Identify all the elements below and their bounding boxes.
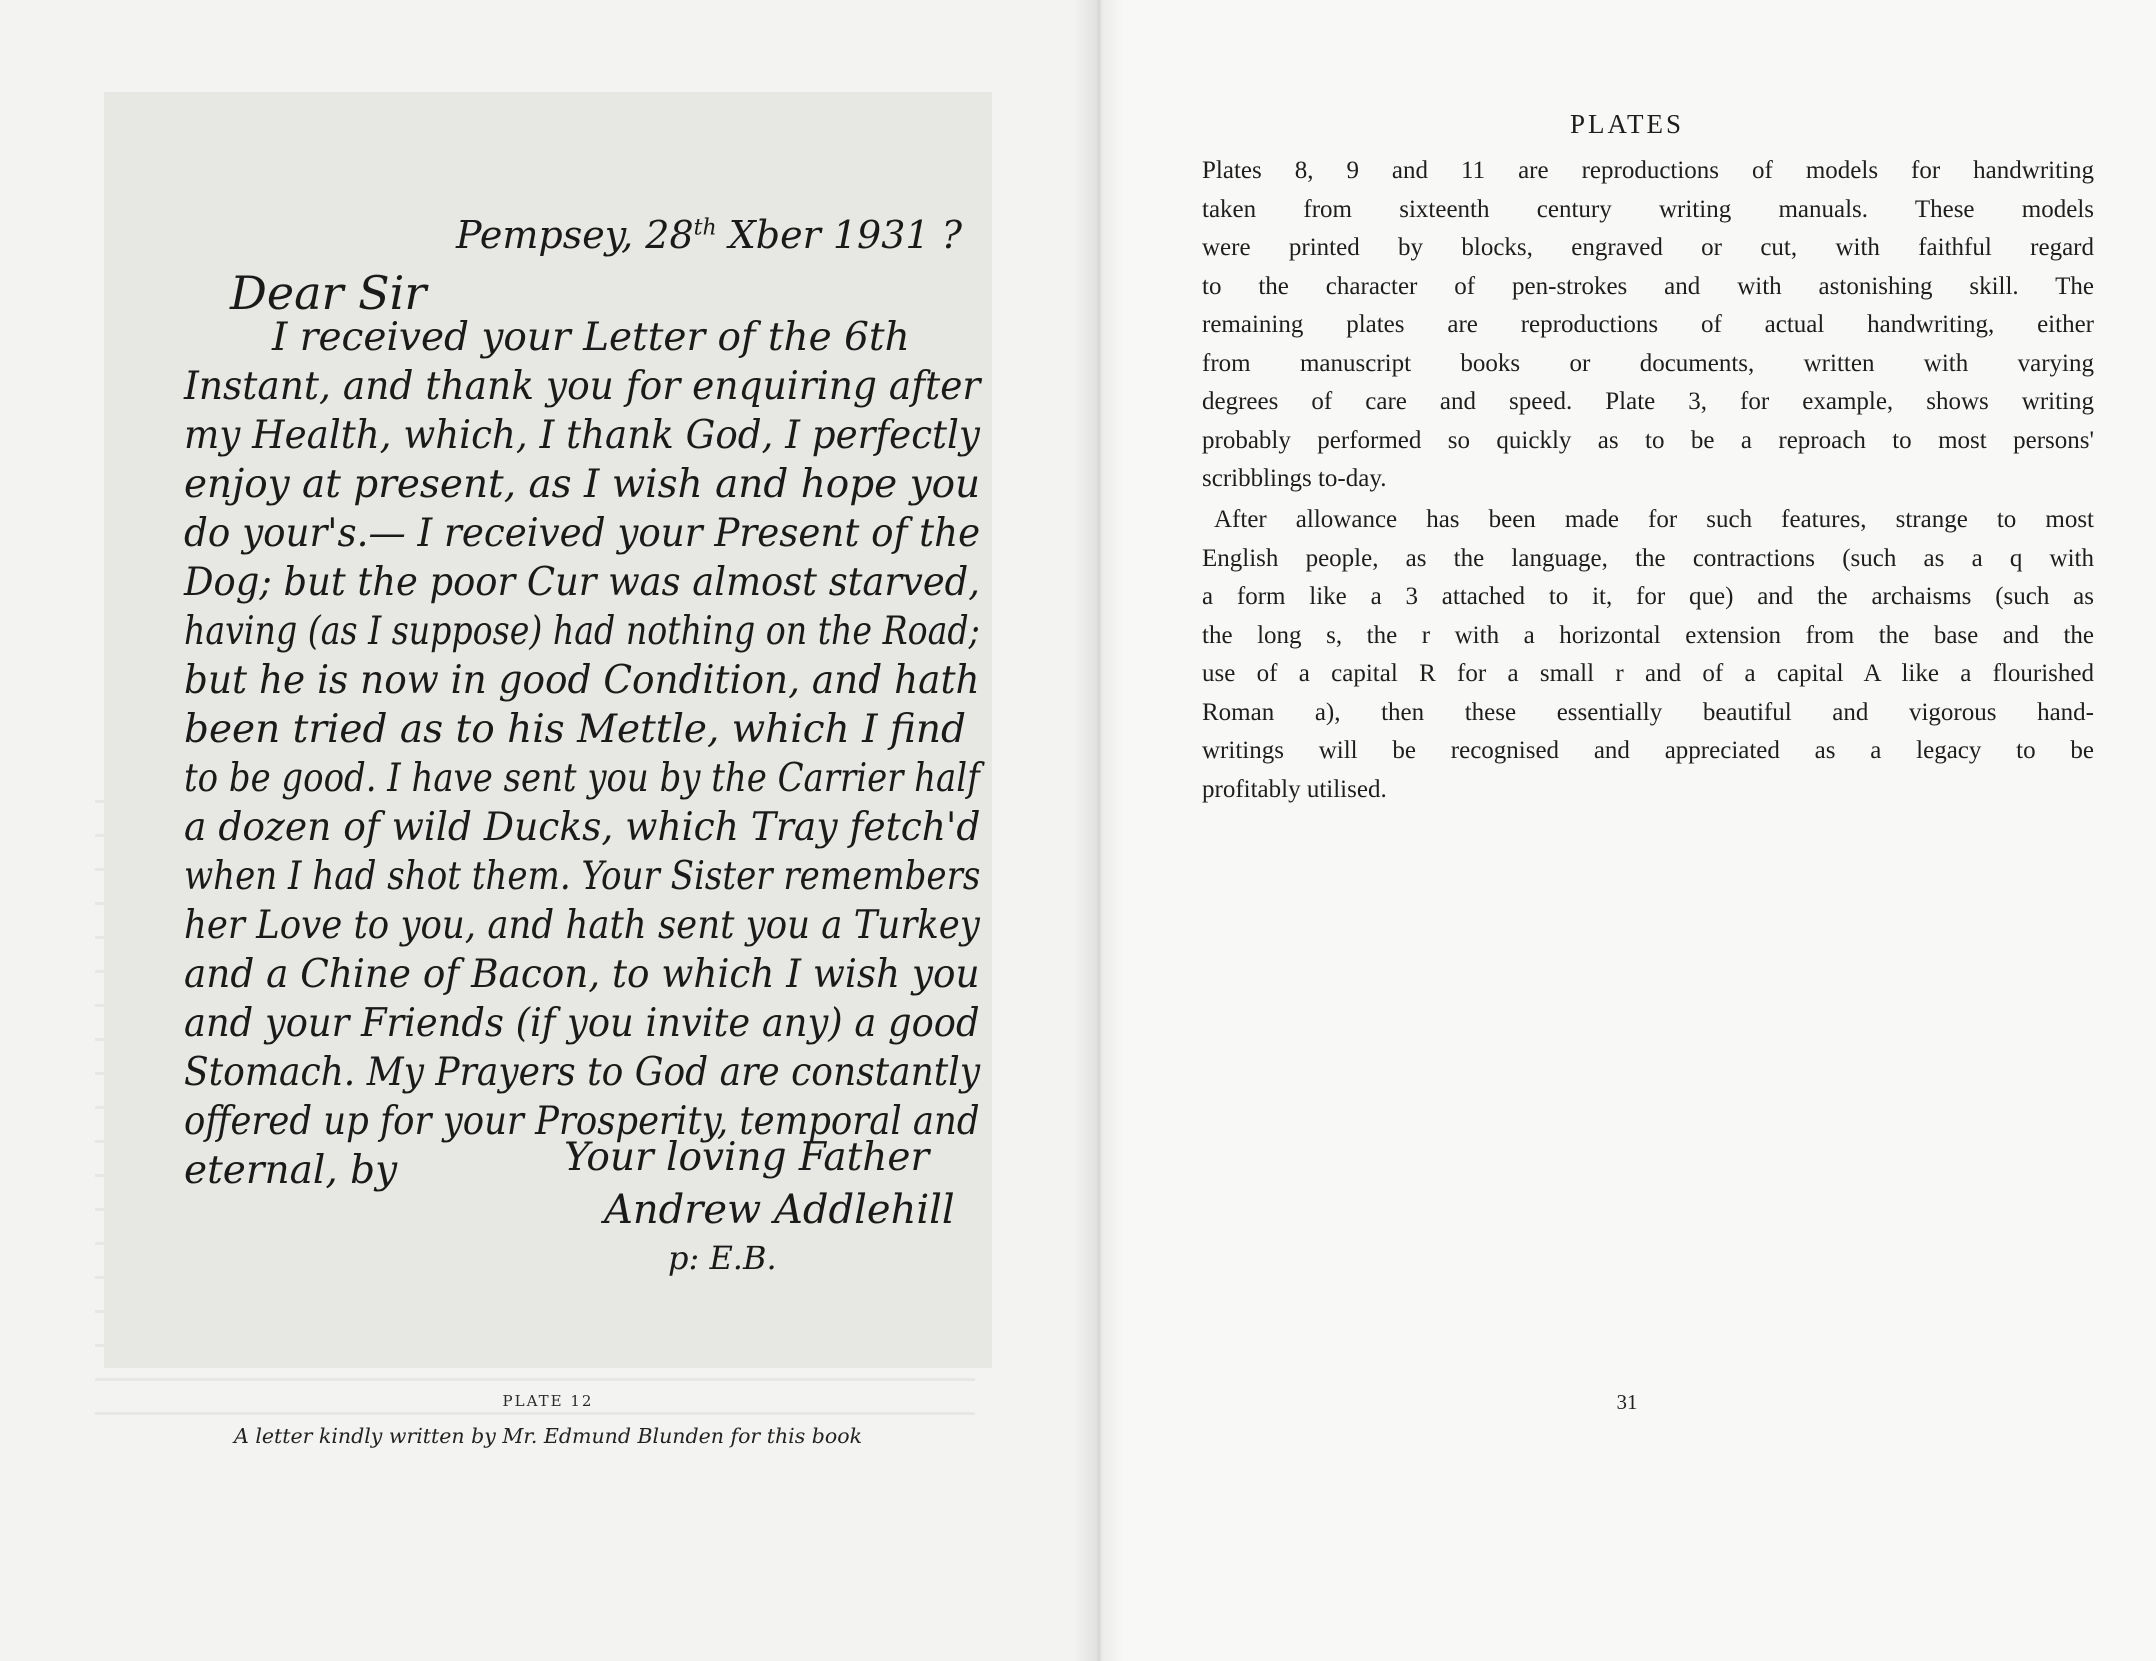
letter-signature: Andrew Addlehill — [604, 1187, 955, 1233]
letter-line: and your Friends (if you invite any) a good — [184, 1001, 980, 1046]
letter-line: been tried as to his Mettle, which I find — [184, 707, 967, 752]
book-gutter — [1074, 0, 1124, 1661]
paragraph-line: taken from sixteenth century writing manuals. These models — [1202, 195, 2094, 223]
paragraph-line: Plates 8, 9 and 11 are reproductions of models for handwriting — [1202, 157, 2094, 184]
letter-line: a dozen of wild Ducks, which Tray fetch'd — [184, 805, 981, 850]
paragraph-line: probably performed so quickly as to be a reproach to most persons' — [1202, 426, 2094, 454]
letter-line: I received your Letter of the 6th — [272, 315, 910, 360]
letter-line: offered up for your Prosperity, temporal and — [184, 1099, 980, 1144]
letter-line: Instant, and thank you for enquiring after — [184, 364, 981, 409]
paragraph-2 — [1202, 501, 2094, 809]
plate-number: PLATE 12 — [502, 1392, 594, 1410]
letter-closing: Your loving Father — [564, 1135, 930, 1180]
paragraph-line: from manuscript books or documents, written with varying — [1202, 349, 2094, 377]
paragraph-line: English people, as the language, the contractions (such as a q with — [1202, 544, 2094, 572]
paragraph-1 — [1202, 152, 2094, 499]
letter-line: do your's.— I received your Present of the — [184, 511, 981, 556]
plate-image — [104, 92, 992, 1368]
paragraph-line: remaining plates are reproductions of actual handwriting, either — [1202, 311, 2094, 338]
handwritten-letter — [104, 92, 992, 1368]
letter-line: eternal, by — [184, 1148, 398, 1193]
letter-line: her Love to you, and hath sent you a Turkey — [184, 903, 980, 948]
letter-line: but he is now in good Condition, and hath — [184, 658, 980, 703]
page-title: PLATES — [1569, 109, 1685, 139]
paragraph-line: degrees of care and speed. Plate 3, for example, shows writing — [1202, 388, 2094, 415]
right-page — [1098, 0, 2156, 1661]
paragraph-line: use of a capital R for a small r and of a capital A like a flourished — [1202, 660, 2094, 687]
letter-line: Stomach. My Prayers to God are constantly — [184, 1050, 981, 1095]
paragraph-line: scribblings to-day. — [1202, 465, 1387, 492]
paragraph-line: writings will be recognised and appreciated as a legacy to be — [1202, 737, 2094, 764]
letter-line: to be good. I have sent you by the Carrier half — [184, 756, 980, 801]
paragraph-line: Roman a), then these essentially beautiful and vigorous hand- — [1202, 698, 2094, 726]
letter-scribe-initials: p: E.B. — [668, 1239, 777, 1277]
paragraph-line: to the character of pen-strokes and with astonishing skill. The — [1202, 272, 2094, 300]
letter-date-place: Pempsey, 28 — [456, 213, 694, 257]
letter-date-line — [456, 213, 963, 257]
letter-line: and a Chine of Bacon, to which I wish you — [184, 952, 980, 997]
letter-salutation: Dear Sir — [230, 266, 427, 320]
letter-line: enjoy at present, as I wish and hope you — [184, 462, 981, 507]
page-number: 31 — [1616, 1390, 1638, 1414]
letter-line: my Health, which, I thank God, I perfectly — [184, 413, 980, 458]
letter-date-rest: Xber 1931 ? — [716, 213, 963, 257]
paragraph-line: After allowance has been made for such features, strange to most — [1214, 506, 2094, 533]
letter-line: Dog; but the poor Cur was almost starved, — [184, 560, 981, 605]
paragraph-line: the long s, the r with a horizontal extension from the base and the — [1202, 621, 2094, 649]
paragraph-line: a form like a 3 attached to it, for que) and the archaisms (such as — [1202, 583, 2094, 610]
plate-caption: A letter kindly written by Mr. Edmund Blunden for this book — [234, 1424, 862, 1448]
letter-line: having (as I suppose) had nothing on the Road; — [184, 609, 980, 654]
letter-date-suffix: th — [693, 215, 717, 241]
letter-line: when I had shot them. Your Sister remembers — [184, 854, 981, 899]
paragraph-line: were printed by blocks, engraved or cut, with faithful regard — [1202, 234, 2094, 261]
paragraph-line: profitably utilised. — [1202, 775, 1387, 803]
